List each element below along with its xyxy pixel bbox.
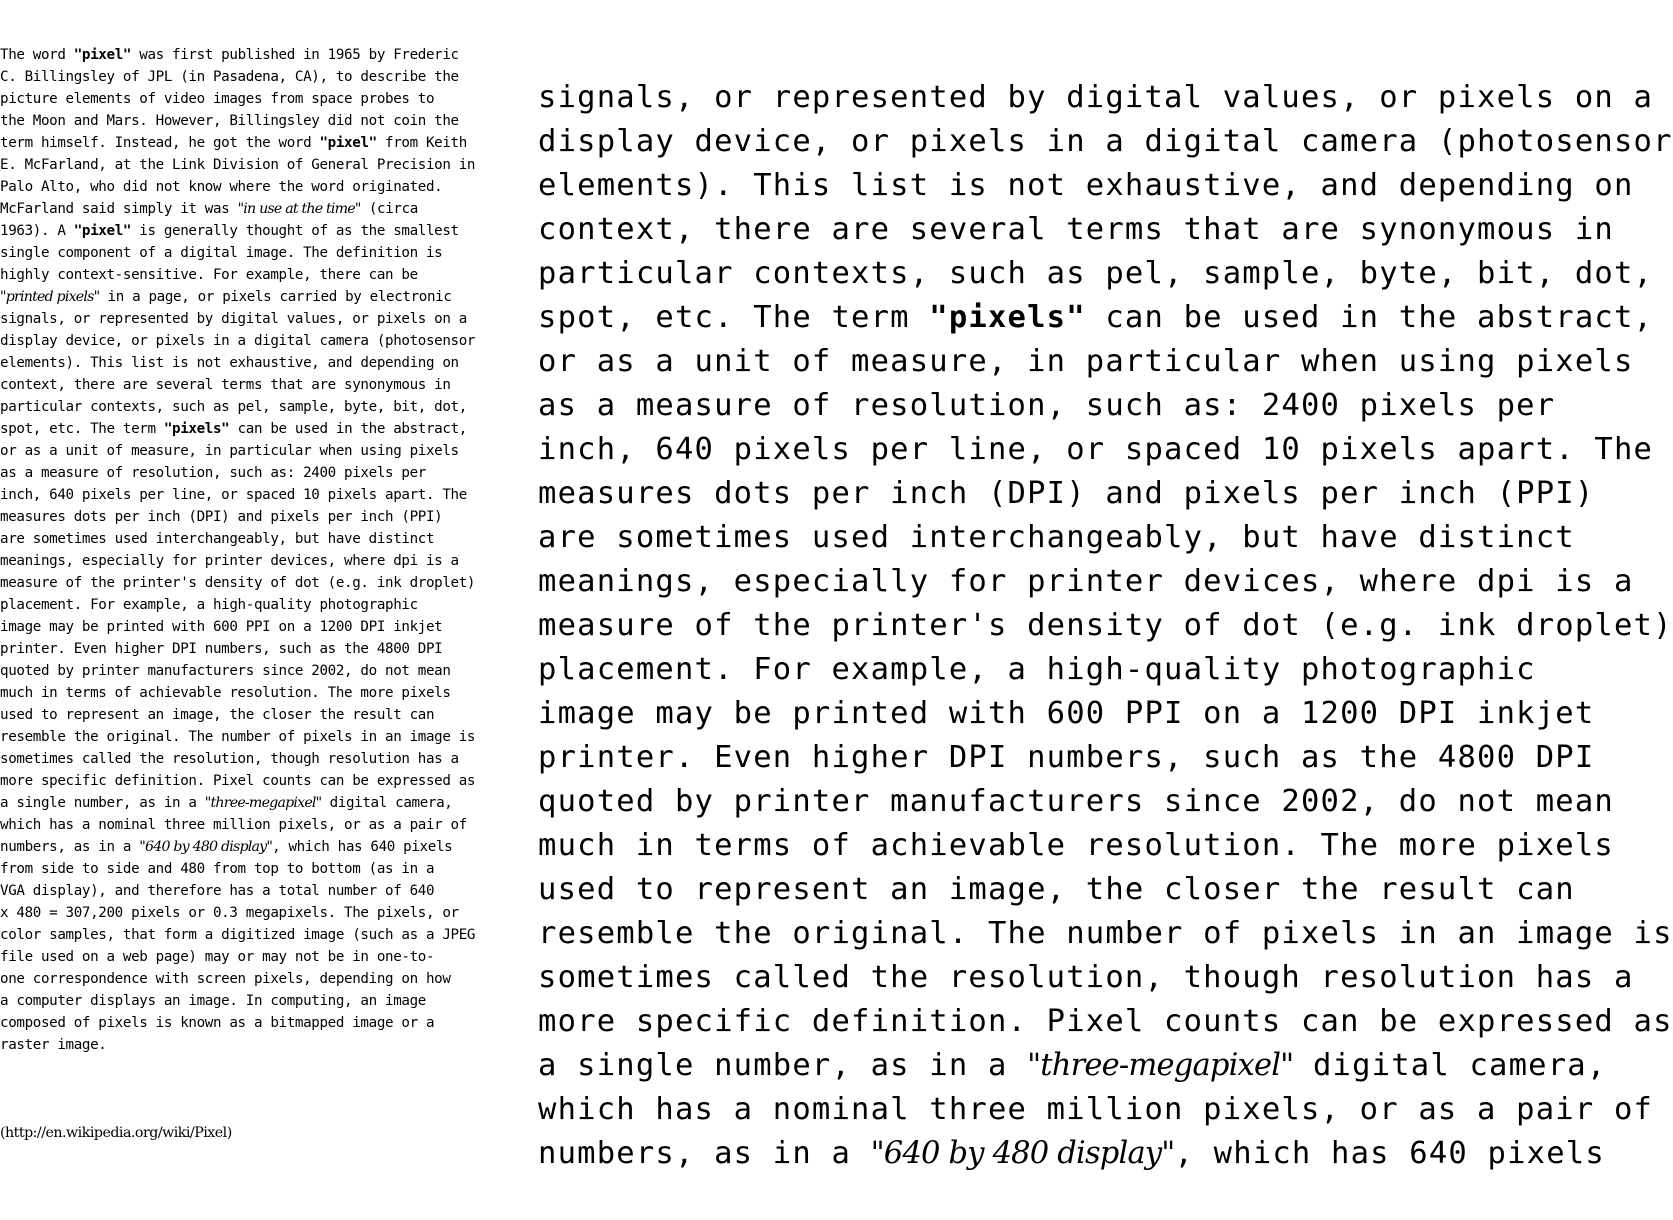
small-text-line: a single number, as in a "three-megapixel" digital camera, <box>0 795 453 811</box>
large-text-line: printer. Even higher DPI numbers, such as the 4800 DPI <box>538 740 1595 775</box>
small-text-block <box>0 44 538 1056</box>
large-text-line: sometimes called the resolution, though resolution has a <box>538 960 1634 995</box>
large-text-line: a single number, as in a "three-megapixel" digital camera, <box>538 1048 1607 1083</box>
small-text-line: meanings, especially for printer devices, where dpi is a <box>0 553 459 569</box>
small-text-line: from side to side and 480 from top to bottom (as in a <box>0 861 435 877</box>
large-text-line: more specific definition. Pixel counts can be expressed as <box>538 1004 1673 1039</box>
quoted-term: "in use at the time" <box>237 201 361 217</box>
quoted-term: "640 by 480 display" <box>139 839 273 855</box>
small-text-line: highly context-sensitive. For example, there can be <box>0 267 418 283</box>
quoted-term: "pixel" <box>73 47 132 63</box>
small-text-line: C. Billingsley of JPL (in Pasadena, CA), to describe the <box>0 69 459 85</box>
large-text-line: resemble the original. The number of pixels in an image is <box>538 916 1673 951</box>
small-text-line: spot, etc. The term "pixels" can be used in the abstract, <box>0 421 467 437</box>
small-text-line: file used on a web page) may or may not be in one-to- <box>0 949 435 965</box>
small-text-line: sometimes called the resolution, though resolution has a <box>0 751 459 767</box>
small-text-line: 1963). A "pixel" is generally thought of as the smallest <box>0 223 459 239</box>
large-text-line: elements). This list is not exhaustive, and depending on <box>538 168 1634 203</box>
large-text-line: meanings, especially for printer devices, where dpi is a <box>538 564 1634 599</box>
small-text-line: placement. For example, a high-quality photographic <box>0 597 418 613</box>
small-text-line: term himself. Instead, he got the word "pixel" from Keith <box>0 135 467 151</box>
quoted-term: "pixel" <box>73 223 132 239</box>
small-text-line: image may be printed with 600 PPI on a 1200 DPI inkjet <box>0 619 443 635</box>
large-text-line: used to represent an image, the closer the result can <box>538 872 1575 907</box>
small-text-line: as a measure of resolution, such as: 2400 pixels per <box>0 465 426 481</box>
small-text-line: or as a unit of measure, in particular when using pixels <box>0 443 459 459</box>
small-text-line: display device, or pixels in a digital camera (photosensor <box>0 333 476 349</box>
large-text-block <box>538 76 1673 1176</box>
quoted-term: "pixels" <box>929 300 1086 335</box>
large-text-line: context, there are several terms that are synonymous in <box>538 212 1614 247</box>
small-text-line: elements). This list is not exhaustive, and depending on <box>0 355 459 371</box>
large-text-line: quoted by printer manufacturers since 2002, do not mean <box>538 784 1614 819</box>
small-text-line: VGA display), and therefore has a total number of 640 <box>0 883 435 899</box>
quoted-term: "pixel" <box>319 135 377 151</box>
small-text-line: inch, 640 pixels per line, or spaced 10 pixels apart. The <box>0 487 467 503</box>
small-text-line: raster image. <box>0 1037 107 1053</box>
large-text-line: spot, etc. The term "pixels" can be used in the abstract, <box>538 300 1654 335</box>
small-text-line: used to represent an image, the closer the result can <box>0 707 435 723</box>
quoted-term: "pixels" <box>163 421 230 437</box>
small-text-line: more specific definition. Pixel counts can be expressed as <box>0 773 476 789</box>
large-text-line: measures dots per inch (DPI) and pixels per inch (PPI) <box>538 476 1595 511</box>
source-citation: (http://en.wikipedia.org/wiki/Pixel) <box>0 1125 232 1141</box>
small-text-line: context, there are several terms that are synonymous in <box>0 377 451 393</box>
small-text-line: composed of pixels is known as a bitmapped image or a <box>0 1015 435 1031</box>
specimen-small-column <box>0 0 538 1166</box>
large-text-line: inch, 640 pixels per line, or spaced 10 pixels apart. The <box>538 432 1654 467</box>
large-text-line: measure of the printer's density of dot (e.g. ink droplet) <box>538 608 1673 643</box>
small-text-line: are sometimes used interchangeably, but have distinct <box>0 531 435 547</box>
small-text-line: measure of the printer's density of dot (e.g. ink droplet) <box>0 575 476 591</box>
small-text-line: quoted by printer manufacturers since 2002, do not mean <box>0 663 451 679</box>
large-text-line: as a measure of resolution, such as: 2400 pixels per <box>538 388 1556 423</box>
small-text-line: much in terms of achievable resolution. The more pixels <box>0 685 451 701</box>
small-text-line: a computer displays an image. In computing, an image <box>0 993 426 1009</box>
quoted-term: "three-megapixel" <box>204 795 322 811</box>
small-text-line: measures dots per inch (DPI) and pixels per inch (PPI) <box>0 509 443 525</box>
large-text-line: much in terms of achievable resolution. The more pixels <box>538 828 1614 863</box>
small-text-line: one correspondence with screen pixels, depending on how <box>0 971 451 987</box>
large-text-line: or as a unit of measure, in particular when using pixels <box>538 344 1634 379</box>
small-text-line: single component of a digital image. The definition is <box>0 245 443 261</box>
small-text-line: which has a nominal three million pixels, or as a pair of <box>0 817 467 833</box>
large-text-line: signals, or represented by digital values, or pixels on a <box>538 80 1654 115</box>
small-text-line: x 480 = 307,200 pixels or 0.3 megapixels. The pixels, or <box>0 905 459 921</box>
small-text-line: color samples, that form a digitized image (such as a JPEG <box>0 927 476 943</box>
small-text-line: particular contexts, such as pel, sample, byte, bit, dot, <box>0 399 467 415</box>
small-text-line: the Moon and Mars. However, Billingsley did not coin the <box>0 113 459 129</box>
quoted-term: "640 by 480 display" <box>870 1136 1175 1171</box>
large-text-line: display device, or pixels in a digital camera (photosensor <box>538 124 1673 159</box>
large-text-line: which has a nominal three million pixels, or as a pair of <box>538 1092 1654 1127</box>
large-text-line: particular contexts, such as pel, sample, byte, bit, dot, <box>538 256 1654 291</box>
large-text-line: are sometimes used interchangeably, but have distinct <box>538 520 1575 555</box>
small-text-line: picture elements of video images from space probes to <box>0 91 435 107</box>
quoted-term: "printed pixels" <box>0 289 100 305</box>
small-text-line: The word "pixel" was first published in 1965 by Frederic <box>0 47 459 63</box>
small-text-line: Palo Alto, who did not know where the word originated. <box>0 179 443 195</box>
small-text-line: printer. Even higher DPI numbers, such as the 4800 DPI <box>0 641 443 657</box>
large-text-line: placement. For example, a high-quality photographic <box>538 652 1536 687</box>
small-text-line: E. McFarland, at the Link Division of General Precision in <box>0 157 476 173</box>
small-text-line: resemble the original. The number of pixels in an image is <box>0 729 476 745</box>
quoted-term: "three-megapixel" <box>1027 1048 1294 1083</box>
small-text-line: "printed pixels" in a page, or pixels carried by electronic <box>0 289 452 305</box>
small-text-line: numbers, as in a "640 by 480 display", which has 640 pixels <box>0 839 453 855</box>
small-text-line: signals, or represented by digital values, or pixels on a <box>0 311 467 327</box>
specimen-large-column <box>538 0 1673 1171</box>
large-text-line: numbers, as in a "640 by 480 display", which has 640 pixels <box>538 1136 1605 1171</box>
large-text-line: image may be printed with 600 PPI on a 1200 DPI inkjet <box>538 696 1595 731</box>
small-text-line: McFarland said simply it was "in use at the time" (circa <box>0 201 418 217</box>
